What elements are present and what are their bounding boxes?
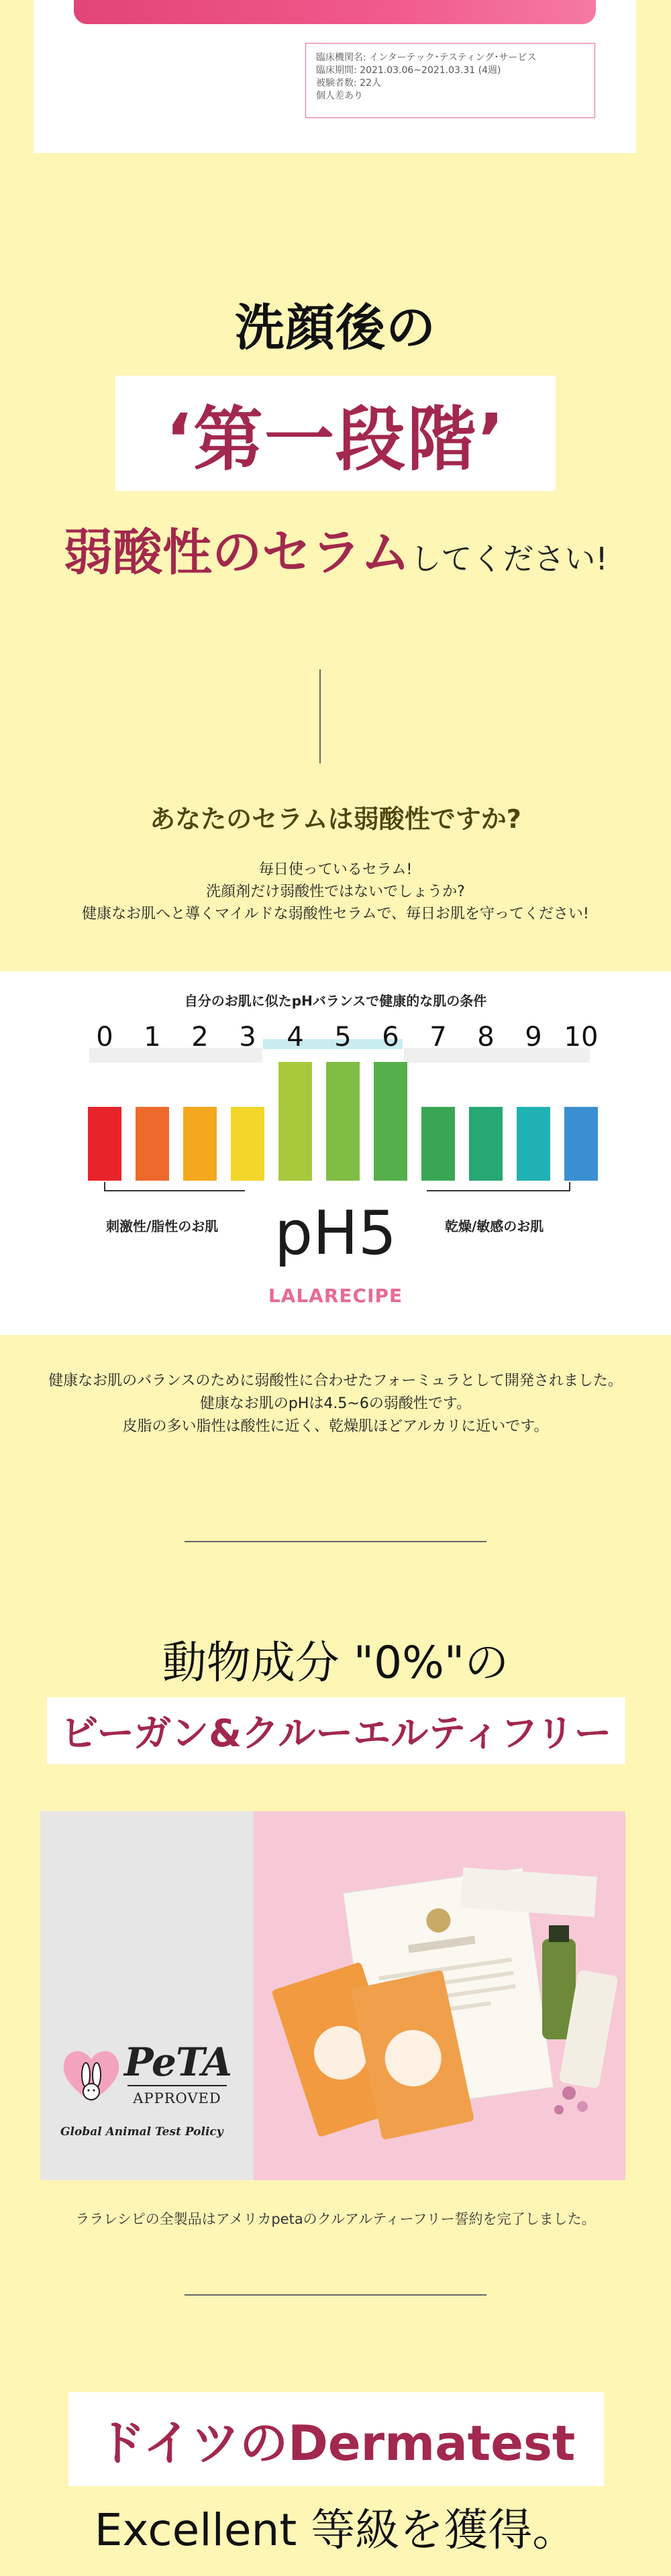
animal-free-title: 動物成分 "0%"の xyxy=(162,1637,509,1688)
question-title: あなたのセラムは弱酸性ですか? xyxy=(150,804,521,834)
ph-caption: 自分のお肌に似たpHバランスで健康的な肌の条件 xyxy=(184,993,487,1009)
ph-bar-3 xyxy=(231,1107,264,1181)
certificate-photo-illustration xyxy=(254,1811,625,2180)
ph-number-6: 6 xyxy=(382,1022,399,1053)
clinical-info-box xyxy=(305,43,595,118)
ph-number-7: 7 xyxy=(429,1022,447,1053)
question-body xyxy=(0,859,671,925)
ph-bar-6 xyxy=(374,1062,407,1181)
peta-approved-text: APPROVED xyxy=(127,2085,227,2106)
oily-skin-label: 刺激性/脂性のお肌 xyxy=(106,1218,219,1234)
result-gradient-bar xyxy=(74,0,596,24)
weak-acid-serum-text: 弱酸性のセラム xyxy=(63,524,411,582)
section-divider xyxy=(185,1541,486,1542)
ph-bar-4 xyxy=(278,1062,312,1181)
clinical-info-line: 個人差あり xyxy=(316,91,363,101)
ph-bar-9 xyxy=(517,1107,550,1181)
vertical-divider xyxy=(319,669,321,763)
ph-number-2: 2 xyxy=(191,1022,209,1053)
ph-description-line: 健康なお肌のpHは4.5~6の弱酸性です。 xyxy=(199,1395,472,1412)
first-stage-text: ‘第一段階’ xyxy=(165,398,506,480)
question-line: 健康なお肌へと導くマイルドな弱酸性セラムで、毎日お肌を守ってください! xyxy=(82,906,589,922)
ph-number-1: 1 xyxy=(144,1022,161,1053)
ph-number-9: 9 xyxy=(525,1022,542,1053)
ph-description xyxy=(0,1370,671,1438)
ph-bar-5 xyxy=(326,1062,360,1181)
ph-number-5: 5 xyxy=(334,1022,352,1053)
certificate-photo xyxy=(254,1811,625,2180)
heart-bunny-icon xyxy=(58,2038,125,2112)
ph-bar-8 xyxy=(469,1107,503,1181)
question-line: 毎日使っているセラム! xyxy=(258,861,413,878)
acidic-bracket xyxy=(104,1182,245,1191)
ph-bar-10 xyxy=(564,1107,598,1181)
serum-headline xyxy=(0,513,671,584)
dermatest-title: ドイツのDermatest xyxy=(97,2415,576,2471)
peta-description: ララレシピの全製品はアメリカpetaのクルアルティーフリー誓約を完了しました。 xyxy=(75,2211,596,2227)
ph-number-10: 10 xyxy=(564,1022,599,1053)
ph-number-3: 3 xyxy=(239,1022,256,1053)
alkaline-bracket xyxy=(427,1182,570,1191)
ph-description-line: 皮脂の多い脂性は酸性に近く、乾燥肌ほどアルカリに近いです。 xyxy=(122,1418,549,1435)
please-text: してください! xyxy=(410,541,608,577)
ph-description-line: 健康なお肌のバランスのために弱酸性に合わせたフォーミュラとして開発されました。 xyxy=(48,1373,623,1389)
peta-policy-text: Global Animal Test Policy xyxy=(60,2125,223,2139)
clinical-info-line: 臨床機関名: インターテック･テスティング･サービス xyxy=(316,52,537,63)
dermatest-box xyxy=(68,2392,604,2486)
ph-bar-7 xyxy=(421,1107,455,1181)
peta-wordmark: PeTA xyxy=(124,2039,231,2085)
dry-skin-label: 乾燥/敏感のお肌 xyxy=(445,1218,544,1234)
ph-number-0: 0 xyxy=(96,1022,113,1053)
ph-bar-0 xyxy=(88,1107,121,1181)
clinical-info-line: 被験者数: 22人 xyxy=(316,78,381,89)
vegan-box xyxy=(47,1697,625,1764)
question-line: 洗顔剤だけ弱酸性ではないでしょうか? xyxy=(206,883,465,900)
clinical-info-line: 臨床期間: 2021.03.06~2021.03.31 (4週) xyxy=(316,65,501,76)
ph-value-label: pH5 xyxy=(274,1198,397,1269)
ph-number-4: 4 xyxy=(287,1022,304,1053)
first-stage-box xyxy=(115,376,556,491)
brand-logo: LALARECIPE xyxy=(268,1285,403,1307)
vegan-cruelty-free-text: ビーガン&クルーエルティフリー xyxy=(60,1712,612,1756)
section-divider xyxy=(185,2294,486,2296)
ph-bar-1 xyxy=(136,1107,169,1181)
dermatest-subtitle: Excellent 等級を獲得。 xyxy=(94,2504,577,2556)
ph-number-8: 8 xyxy=(477,1022,495,1053)
ph-bar-2 xyxy=(183,1107,217,1181)
headline-line1: 洗顔後の xyxy=(235,299,436,357)
